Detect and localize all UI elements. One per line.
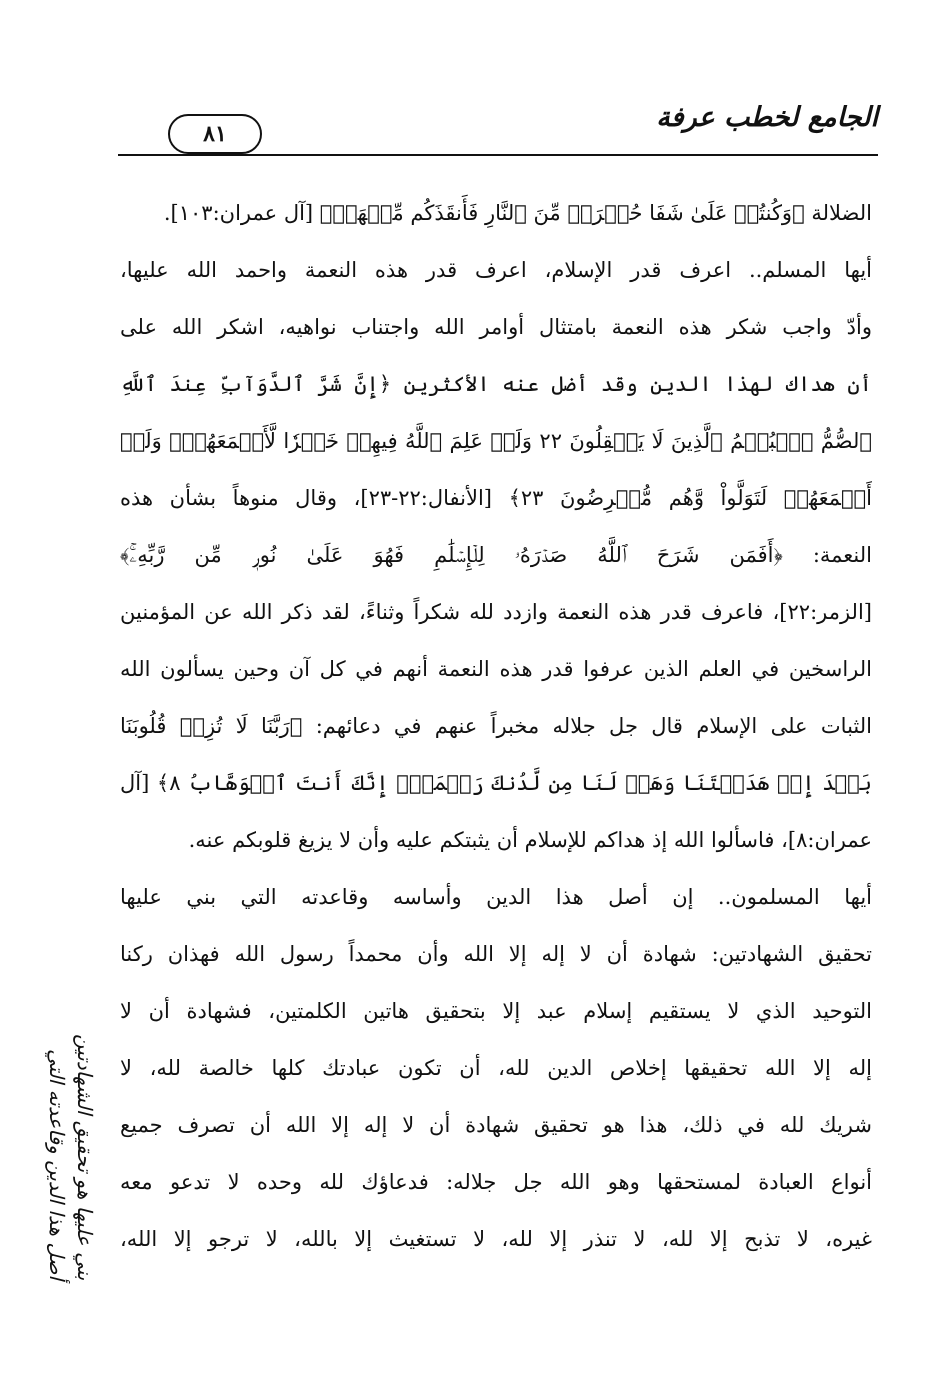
margin-note <box>26 915 116 1280</box>
text-line: ٱلصُّمُّ ٱلۡبُكۡمُ ٱلَّذِينَ لَا يَعۡقِلُونَ ٢٢ وَلَوۡ عَلِمَ ٱللَّهُ فِيهِمۡ خَيۡرٗا لَّأَسۡمَعَهُمۡۖ وَلَوۡ <box>120 429 872 453</box>
text-line: شريك لله في ذلك، هذا هو تحقيق شهادة أن لا إله إلا الله أن تصرف جميع <box>120 1113 872 1137</box>
text-line: أنواع العبادة لمستحقها وهو الله جل جلاله: فدعاؤك لله وحده لا تدعو معه <box>120 1170 872 1194</box>
text-line: التوحيد الذي لا يستقيم إسلام عبد إلا بتحقيق هاتين الكلمتين، فشهادة أن لا <box>120 999 872 1023</box>
text-line: إله إلا الله تحقيقها إخلاص الدين لله، أن تكون عبادتك كلها خالصة لله، لا <box>120 1056 872 1080</box>
text-line: [الزمر:٢٢]، فاعرف قدر هذه النعمة وازدد لله شكراً وثناءً، لقد ذكر الله عن المؤمنين <box>120 600 872 624</box>
margin-note-line: بني عليها هو تحقيق الشهادتين <box>73 1033 97 1280</box>
text-line: النعمة: ﴿أَفَمَن شَرَحَ ٱللَّهُ صَدۡرَهُۥ لِلۡإِسۡلَٰمِ فَهُوَ عَلَىٰ نُورٖ مِّن رَّبِّهِۦۚ﴾ <box>120 543 872 567</box>
header-rule <box>118 154 878 156</box>
text-line: أيها المسلمون.. إن أصل هذا الدين وأساسه وقاعدته التي بني عليها <box>120 885 872 909</box>
running-title: الجامع لخطب عرفة <box>656 102 878 133</box>
paragraph-2 <box>120 242 872 869</box>
body-text <box>120 185 872 1268</box>
text-line: الثبات على الإسلام قال جل جلاله مخبراً عنهم في دعائهم: ﴿رَبَّنَا لَا تُزِغۡ قُلُوبَنَا <box>120 714 872 738</box>
text-line: عمران:٨]، فاسألوا الله إذ هداكم للإسلام أن يثبتكم عليه وأن لا يزيغ قلوبكم عنه. <box>188 828 872 852</box>
text-line: وأدّ واجب شكر هذه النعمة بامتثال أوامر الله واجتناب نواهيه، اشكر الله على <box>120 315 872 339</box>
text-line: تحقيق الشهادتين: شهادة أن لا إله إلا الله وأن محمداً رسول الله فهذان ركنا <box>120 942 872 966</box>
text-line: غيره، لا تذبح إلا لله، لا تنذر إلا لله، لا تستغيث إلا بالله، لا ترجو إلا الله، <box>120 1227 872 1251</box>
text-line: الراسخين في العلم الذين عرفوا قدر هذه النعمة أنهم في كل آن وحين يسألون الله <box>120 657 872 681</box>
text-line: أَسۡمَعَهُمۡ لَتَوَلَّواْ وَّهُم مُّعۡرِضُونَ ٢٣﴾ [الأنفال:٢٢-٢٣]، وقال منوهاً بشأن هذه <box>120 486 872 510</box>
text-line: بَعۡدَ إِذۡ هَدَيۡتَنَا وَهَبۡ لَنَا مِن لَّدُنكَ رَحۡمَةًۚ إِنَّكَ أَنتَ ٱلۡوَهَّابُ ٨﴾ [آل <box>120 771 872 795</box>
page-number: ٨١ <box>168 114 262 154</box>
paragraph-1 <box>120 185 872 242</box>
paragraph-3 <box>120 869 872 1268</box>
text-line: أيها المسلم.. اعرف قدر الإسلام، اعرف قدر هذه النعمة واحمد الله عليها، <box>120 258 872 282</box>
text-line: أن هداك لهذا الدين وقد أضل عنه الأكثرين ﴿إِنَّ شَرَّ ٱلدَّوَآبِّ عِندَ ٱللَّهِ <box>120 372 872 396</box>
margin-note-line: أصل هذا الدين وقاعدته التي <box>45 1048 69 1280</box>
page-header <box>118 98 878 154</box>
text-line: الضلالة ﴿وَكُنتُمۡ عَلَىٰ شَفَا حُفۡرَةٖ مِّنَ ٱلنَّارِ فَأَنقَذَكُم مِّنۡهَاۗ﴾ [آل عمران:١٠٣]. <box>163 201 872 225</box>
